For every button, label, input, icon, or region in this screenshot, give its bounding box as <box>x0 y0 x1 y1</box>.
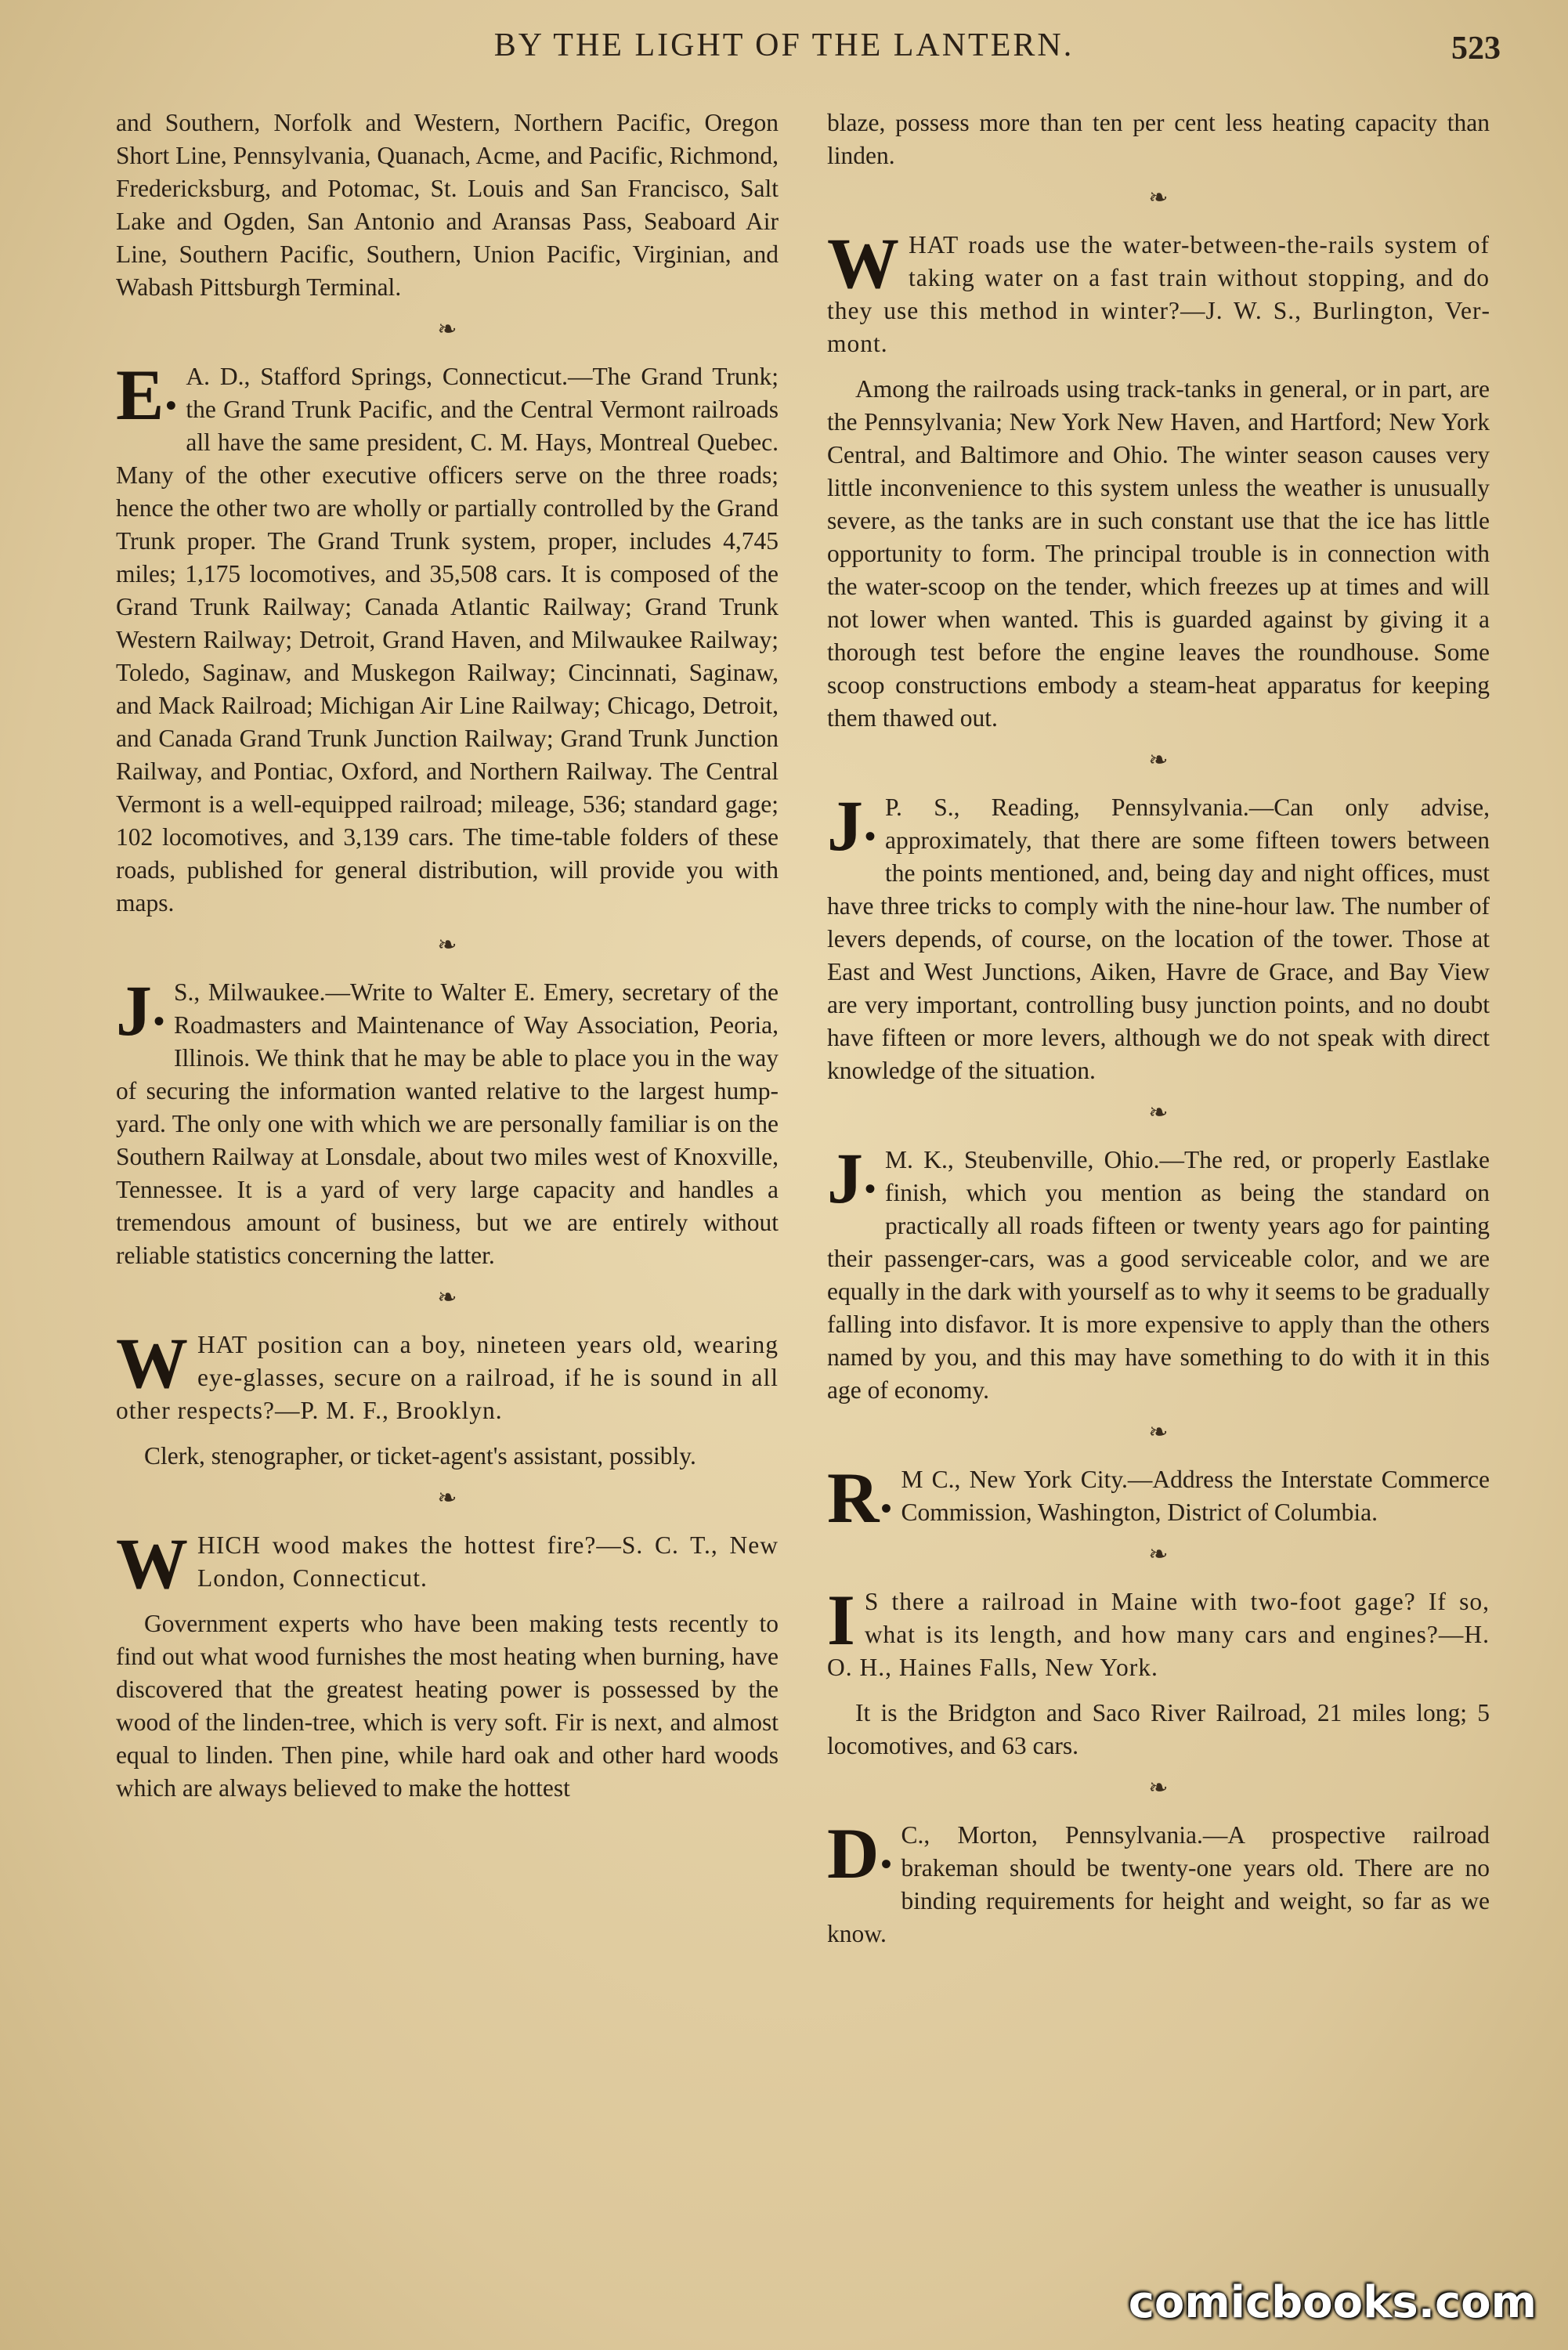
drop-cap: J• <box>827 1138 876 1218</box>
entry-rmc <box>827 1458 1490 1538</box>
ornament-icon: ❧ <box>1148 1775 1169 1801</box>
entry-jps <box>827 786 1490 1087</box>
site-watermark: comicbooks.com <box>1128 2277 1537 2328</box>
drop-cap: W <box>827 223 899 303</box>
ornament-icon: ❧ <box>1148 1542 1169 1567</box>
drop-cap: W <box>116 1323 188 1403</box>
question-text: HAT roads use the water-between-the-rails system of taking water on a fast train without stopping, and do they use this method in winter?—J. W. S., Burlington, Vermont. <box>827 231 1490 357</box>
answer-text: Clerk, stenographer, or ticket-agent's assistant, possibly. <box>144 1442 696 1470</box>
page-header <box>0 27 1568 77</box>
entry-text: A. D., Stafford Springs, Connecticut.—The Grand Trunk; the Grand Trunk Pacific, and the Central Vermont railroads all have the same president, C. M. Hays, Montreal Quebec. Many of the other executive officers serve on the three roads; hence the other two are wholly or partially controlled by the Grand Trunk proper. The Grand Trunk system, proper, includes 4,745 miles; 1,175 locomotives, and 35,508 cars. It is composed of the Grand Trunk Railway; Canada Atlantic Railway; Grand Trunk Western Railway; Detroit, Grand Haven, and Milwaukee Railway; Toledo, Saginaw, and Muskegon Railway; Cincinnati, Saginaw, and Mack Railroad; Michigan Air Line Railway; Chicago, Detroit, and Canada Grand Trunk Junction Railway; Grand Trunk Junction Railway, and Pontiac, Oxford, and Northern Railway. The Central Vermont is a well-equipped railroad; mileage, 536; standard gage; 102 locomotives, and 3,139 cars. The time-table folders of these roads, published for general distribution, will provide you with maps. <box>116 363 779 916</box>
entry-text: P. S., Reading, Pennsylvania.—Can only advise, approximately, that there are some fifteen towers between the points mentioned, and, being day and night offices, must have three tricks to comply with the nine-hour law. The number of levers depends, of course, on the location of the tower. Those at East and West Junctions, Aiken, Havre de Grace, and Bay View are very important, controlling busy junction points, and no doubt have fifteen or more levers, although we do not speak with direct knowledge of the situation. <box>827 794 1490 1084</box>
entry-js <box>116 971 779 1272</box>
entry-text: S., Milwaukee.—Write to Walter E. Emery, secretary of the Roadmasters and Maintenance of Way Association, Peoria, Illinois. We think that he may be able to place you in the way of securing the information wanted relative to the largest hump-yard. The only one with which we are personally familiar is on the Southern Railway at Lonsdale, about two miles west of Knoxville, Tennessee. It is a yard of very large capacity and handles a tremendous amount of business, but we are entirely without reliable statistics concerning the latter. <box>116 978 779 1269</box>
entry-maine <box>827 1580 1490 1762</box>
entry-jmk <box>827 1138 1490 1407</box>
continued-entry <box>116 107 779 304</box>
ornament-icon: ❧ <box>1148 1100 1169 1126</box>
answer-text: It is the Bridgton and Saco River Railroad, 21 miles long; 5 locomotives, and 63 cars. <box>827 1699 1490 1759</box>
drop-cap: E• <box>116 355 177 435</box>
drop-cap: I <box>827 1580 855 1660</box>
drop-cap: J• <box>116 971 165 1050</box>
answer-text: Government experts who have been making tests recently to find out what wood furnishes the most heating when burning, have discovered that the greatest heating power is possessed by the wood of the linden-tree, which is very soft. Fir is next, and almost equal to linden. Then pine, while hard oak and other hard woods which are always believed to make the hottest <box>116 1610 779 1802</box>
ornament-icon: ❧ <box>437 1285 457 1311</box>
entry-text: M. K., Steubenville, Ohio.—The red, or properly Eastlake finish, which you mention as being the standard on practically all roads fifteen or twenty years ago for painting their passenger-cars, was a good serviceable color, and we are equally in the dark with yourself as to why it seems to be gradually falling into disfavor. It is more expensive to apply than the others named by you, and this may have something to do with it in this age of economy. <box>827 1146 1490 1404</box>
ornament-icon: ❧ <box>1148 1419 1169 1445</box>
drop-cap: D• <box>827 1813 892 1893</box>
entry-text: C., Morton, Pennsylvania.—A prospective railroad brakeman should be twenty-one years old. There are no binding requirements for height and weight, so far as we know. <box>827 1821 1490 1947</box>
ornament-icon: ❧ <box>1148 747 1169 773</box>
question-text: HAT position can a boy, nineteen years old, wearing eye-glasses, secure on a railroad, if he is sound in all other respects?—P. M. F., Brooklyn. <box>116 1331 779 1424</box>
page-number: 523 <box>1451 31 1501 67</box>
left-column <box>116 107 779 2253</box>
drop-cap: J• <box>827 786 876 866</box>
ornament-icon: ❧ <box>437 316 457 342</box>
continued-entry <box>827 107 1490 172</box>
right-column <box>827 107 1490 2253</box>
ornament-icon: ❧ <box>437 1485 457 1511</box>
question-text: S there a railroad in Maine with two-foot gage? If so, what is its length, and how many cars and engines?—H. O. H., Haines Falls, New York. <box>827 1588 1490 1681</box>
entry-water <box>827 223 1490 735</box>
answer-text: Among the railroads using track-tanks in general, or in part, are the Pennsylvania; New York New Haven, and Hartford; New York Central, and Baltimore and Ohio. The winter season causes very little inconvenience to this system unless the weather is unusually severe, as the tanks are in such constant use that the ice has little opportunity to form. The principal trouble is in connection with the water-scoop on the tender, which freezes up at times and will not lower when wanted. This is guarded against by giving it a thorough test before the engine leaves the roundhouse. Some scoop constructions embody a steam-heat apparatus for keeping them thawed out. <box>827 375 1490 732</box>
drop-cap: W <box>116 1524 188 1603</box>
entry-text: M C., New York City.—Address the Interstate Commerce Commission, Washington, District of Columbia. <box>901 1466 1490 1526</box>
running-head: BY THE LIGHT OF THE LANTERN. <box>493 27 1075 63</box>
entry-position <box>116 1323 779 1473</box>
ornament-icon: ❧ <box>437 932 457 958</box>
continued-text: blaze, possess more than ten per cent less heating capacity than linden. <box>827 109 1490 169</box>
drop-cap: R• <box>827 1458 892 1538</box>
entry-ead <box>116 355 779 920</box>
question-text: HICH wood makes the hottest fire?—S. C. T., New London, Connecticut. <box>197 1531 779 1592</box>
ornament-icon: ❧ <box>1148 185 1169 211</box>
continued-text: and Southern, Norfolk and Western, Northern Pacific, Oregon Short Line, Pennsylvania, Quanach, Acme, and Pacific, Richmond, Fredericksburg, and Potomac, St. Louis and San Francisco, Salt Lake and Ogden, San Antonio and Aransas Pass, Seaboard Air Line, Southern Pacific, Southern, Union Pacific, Virginian, and Wabash Pittsburgh Terminal. <box>116 109 779 301</box>
entry-dc <box>827 1813 1490 1950</box>
entry-wood <box>116 1524 779 1805</box>
